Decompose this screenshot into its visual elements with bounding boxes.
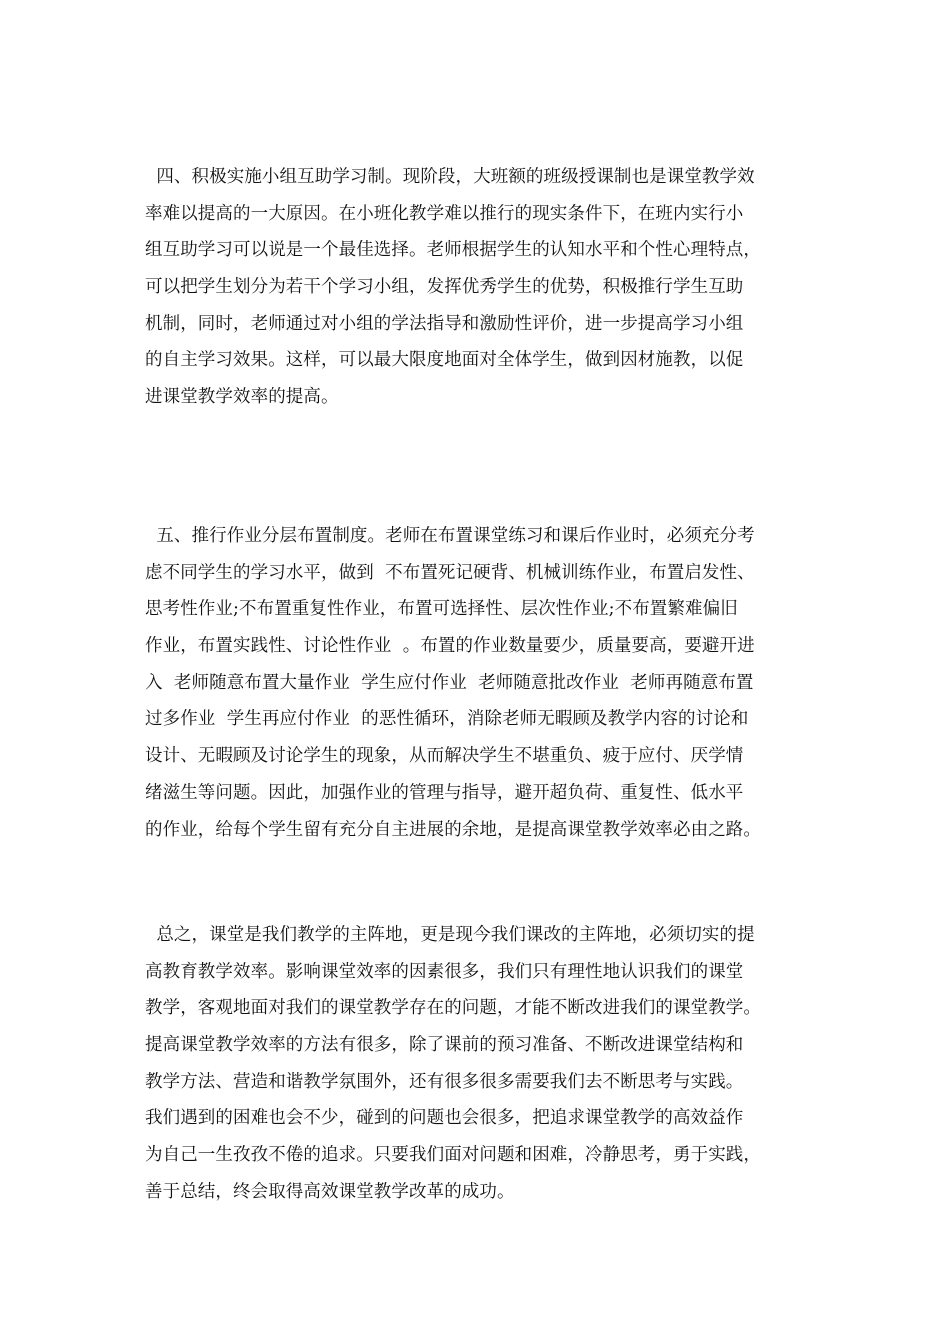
text-line: 作业，布置实践性、讨论性作业 。布置的作业数量要少，质量要高，要避开进	[145, 636, 755, 657]
text-line: 思考性作业;不布置重复性作业，布置可选择性、层次性作业;不布置繁难偏旧	[145, 599, 738, 620]
text-line: 进课堂教学效率的提高。	[145, 387, 339, 408]
text-line: 绪滋生等问题。因此，加强作业的管理与指导，避开超负荷、重复性、低水平	[145, 782, 744, 803]
text-line: 机制，同时，老师通过对小组的学法指导和激励性评价，进一步提高学习小组	[145, 313, 744, 334]
text-line: 设计、无暇顾及讨论学生的现象，从而解决学生不堪重负、疲于应付、厌学情	[145, 746, 744, 767]
text-line: 的作业，给每个学生留有充分自主进展的余地，是提高课堂教学效率必由之路。	[145, 819, 761, 840]
text-line: 我们遇到的困难也会不少，碰到的问题也会很多，把追求课堂教学的高效益作	[145, 1108, 744, 1129]
paragraph-conclusion	[145, 917, 810, 1211]
text-line: 可以把学生划分为若干个学习小组，发挥优秀学生的优势，积极推行学生互助	[145, 277, 744, 298]
text-line: 率难以提高的一大原因。在小班化教学难以推行的现实条件下，在班内实行小	[145, 203, 744, 224]
text-line: 高教育教学效率。影响课堂效率的因素很多，我们只有理性地认识我们的课堂	[145, 961, 744, 982]
text-line: 虑不同学生的学习水平，做到 不布置死记硬背、机械训练作业，布置启发性、	[145, 562, 755, 583]
text-line: 五、推行作业分层布置制度。老师在布置课堂练习和课后作业时，必须充分考	[145, 526, 755, 546]
text-line: 教学方法、营造和谐教学氛围外，还有很多很多需要我们去不断思考与实践。	[145, 1071, 744, 1092]
paragraph-section-five	[145, 518, 810, 848]
text-line: 为自己一生孜孜不倦的追求。只要我们面对问题和困难，冷静思考，勇于实践，	[145, 1145, 761, 1166]
text-line: 入 老师随意布置大量作业 学生应付作业 老师随意批改作业 老师再随意布置	[145, 672, 754, 693]
text-line: 的自主学习效果。这样，可以最大限度地面对全体学生，做到因材施教，以促	[145, 350, 744, 371]
text-line: 总之，课堂是我们教学的主阵地，更是现今我们课改的主阵地，必须切实的提	[145, 925, 755, 945]
paragraph-section-four	[145, 159, 810, 416]
text-line: 四、积极实施小组互助学习制。现阶段，大班额的班级授课制也是课堂教学效	[145, 167, 755, 187]
text-line: 教学，客观地面对我们的课堂教学存在的问题，才能不断改进我们的课堂教学。	[145, 998, 761, 1019]
text-line: 善于总结，终会取得高效课堂教学改革的成功。	[145, 1181, 515, 1202]
text-line: 提高课堂教学效率的方法有很多，除了课前的预习准备、不断改进课堂结构和	[145, 1035, 744, 1056]
text-line: 组互助学习可以说是一个最佳选择。老师根据学生的认知水平和个性心理特点，	[145, 240, 761, 261]
text-line: 过多作业 学生再应付作业 的恶性循环，消除老师无暇顾及教学内容的讨论和	[145, 709, 749, 730]
